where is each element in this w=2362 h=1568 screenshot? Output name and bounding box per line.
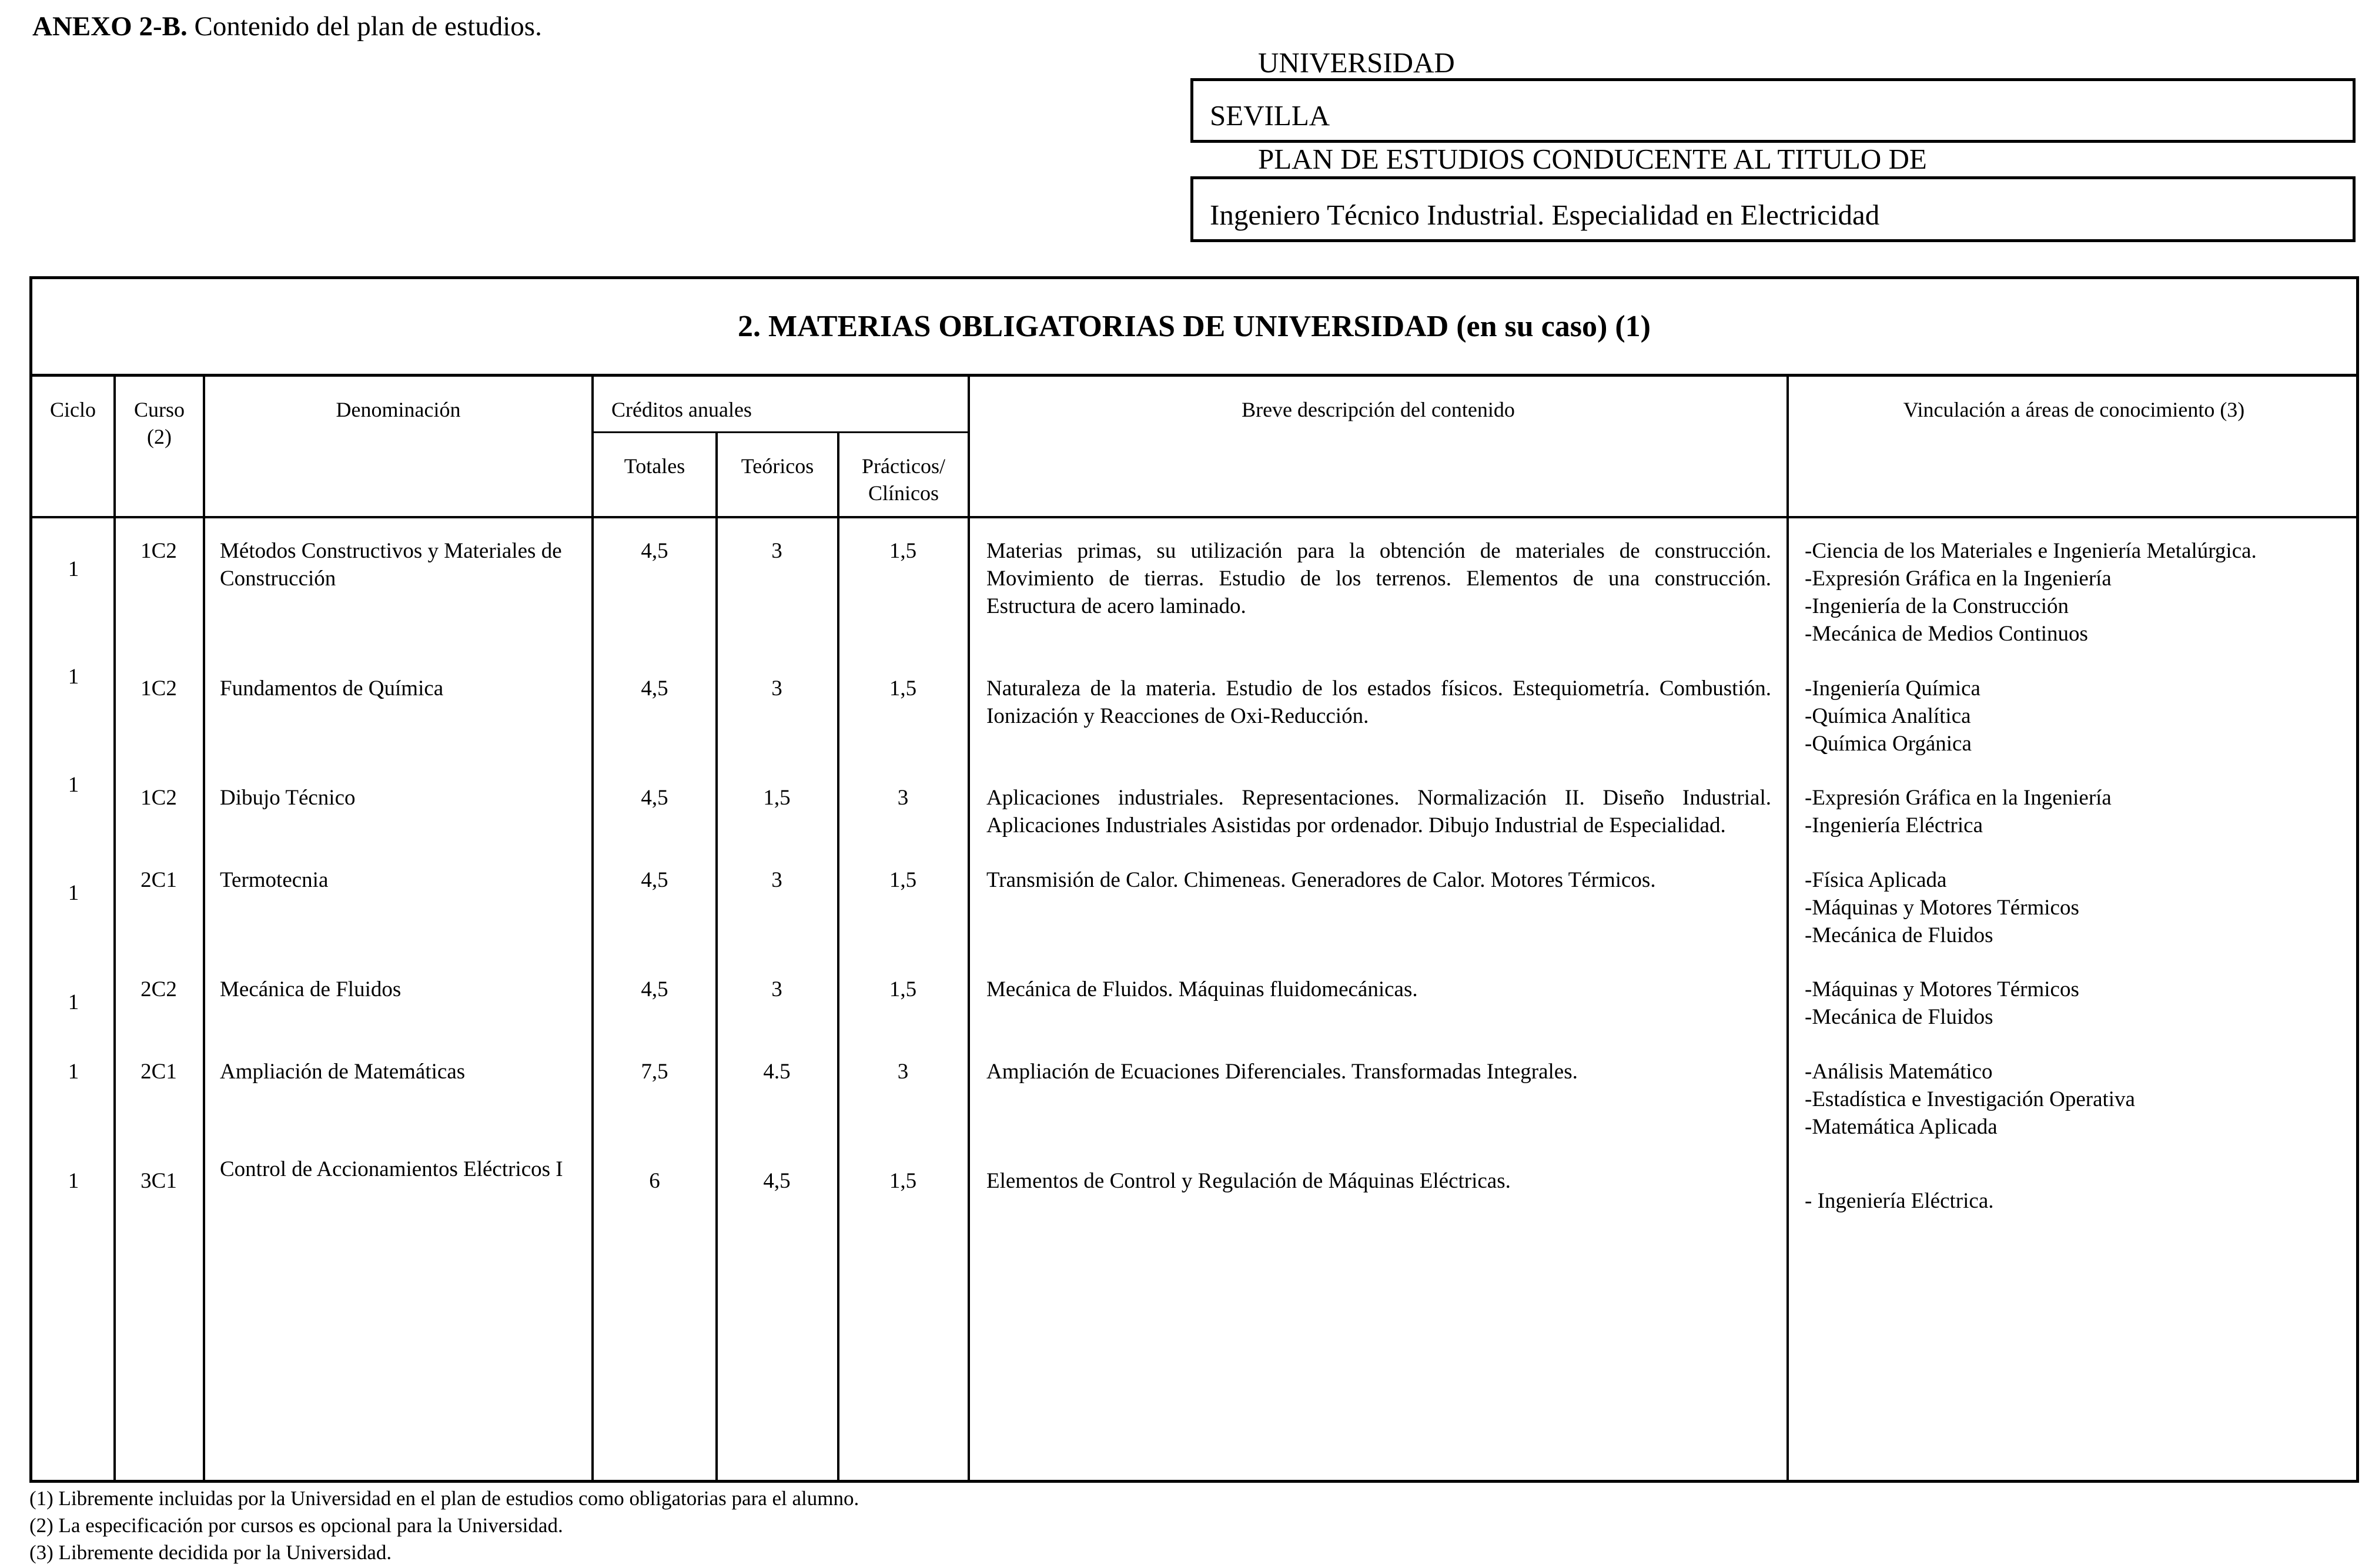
header-clinicos: Clínicos [868, 481, 939, 505]
header-curso-note: (2) [147, 425, 172, 448]
cell-vinculacion [1805, 866, 2351, 949]
cell-teoricos: 1,5 [763, 786, 791, 810]
footnote: (3) Libremente decidida por la Universidad. [29, 1541, 392, 1564]
area-line: -Ingeniería de la Construcción [1805, 594, 2069, 618]
area-line: -Ciencia de los Materiales e Ingeniería Metalúrgica. [1805, 539, 2257, 563]
cell-descripcion: Transmisión de Calor. Chimeneas. Generadores de Calor. Motores Térmicos. [986, 868, 1656, 892]
area-line: -Mecánica de Fluidos [1805, 1005, 1993, 1029]
cell-curso: 1C2 [140, 676, 177, 701]
header-vinculacion: Vinculación a áreas de conocimiento (3) [1903, 398, 2245, 421]
degree-title-value: Ingeniero Técnico Industrial. Especialidad en Electricidad [1210, 199, 1880, 231]
cell-denominacion: Termotecnia [220, 868, 329, 892]
cell-vinculacion [1805, 1187, 2351, 1215]
cell-denominacion: Métodos Constructivos y Materiales de Construcción [220, 539, 562, 591]
cell-denominacion: Fundamentos de Química [220, 676, 444, 701]
cell-curso: 2C1 [140, 868, 177, 892]
header-denominacion: Denominación [336, 398, 461, 421]
credits-subheader-divider [593, 431, 970, 433]
table-title: 2. MATERIAS OBLIGATORIAS DE UNIVERSIDAD (en su caso) (1) [738, 309, 1651, 343]
col-divider-descripcion [1786, 375, 1789, 1482]
cell-teoricos: 3 [771, 868, 782, 892]
area-line: -Química Analítica [1805, 704, 1971, 728]
cell-totales: 7,5 [641, 1060, 668, 1084]
area-line: -Análisis Matemático [1805, 1060, 1993, 1084]
cell-descripcion: Aplicaciones industriales. Representaciones. Normalización II. Diseño Industrial. Aplicaciones Industriales Asistidas por ordenador. Dibujo Industrial de Especialidad. [986, 786, 1771, 837]
cell-totales: 4,5 [641, 539, 668, 563]
university-value: SEVILLA [1210, 99, 1330, 132]
footnote: (1) Libremente incluidas por la Universidad en el plan de estudios como obligatorias para el alumno. [29, 1487, 859, 1510]
cell-vinculacion [1805, 1058, 2351, 1141]
area-line: - Ingeniería Eléctrica. [1805, 1189, 1994, 1213]
header-bottom-divider [29, 516, 2359, 518]
cell-practicos: 1,5 [889, 868, 917, 892]
cell-ciclo: 1 [68, 665, 79, 689]
cell-ciclo: 1 [68, 557, 79, 581]
cell-practicos: 1,5 [889, 539, 917, 563]
col-divider-totales [715, 433, 718, 1482]
cell-vinculacion [1805, 675, 2351, 758]
cell-denominacion: Mecánica de Fluidos [220, 977, 402, 1001]
cell-practicos: 3 [897, 786, 909, 810]
cell-descripcion: Ampliación de Ecuaciones Diferenciales. Transformadas Integrales. [986, 1060, 1578, 1084]
university-label: UNIVERSIDAD [1258, 46, 1455, 79]
cell-denominacion: Ampliación de Matemáticas [220, 1060, 466, 1084]
cell-curso: 3C1 [140, 1169, 177, 1193]
header-creditos: Créditos anuales [611, 398, 752, 421]
header-practicos: Prácticos/ [862, 454, 945, 478]
cell-practicos: 3 [897, 1060, 909, 1084]
cell-ciclo: 1 [68, 881, 79, 905]
header-curso: Curso [133, 398, 185, 421]
cell-descripcion: Mecánica de Fluidos. Máquinas fluidomecánicas. [986, 977, 1418, 1001]
cell-ciclo: 1 [68, 990, 79, 1014]
area-line: -Expresión Gráfica en la Ingeniería [1805, 567, 2112, 591]
col-divider-teoricos [837, 433, 839, 1482]
cell-ciclo: 1 [68, 1169, 79, 1193]
area-line: -Ingeniería Química [1805, 676, 1980, 701]
area-line: -Máquinas y Motores Térmicos [1805, 896, 2079, 920]
university-box [1190, 78, 2356, 143]
cell-totales: 6 [649, 1169, 660, 1193]
cell-totales: 4,5 [641, 977, 668, 1001]
cell-curso: 1C2 [140, 539, 177, 563]
area-line: -Mecánica de Fluidos [1805, 923, 1993, 947]
degree-title-box [1190, 176, 2356, 242]
area-line: -Ingeniería Eléctrica [1805, 813, 1983, 837]
area-line: -Matemática Aplicada [1805, 1115, 1998, 1139]
cell-vinculacion [1805, 976, 2351, 1031]
cell-descripcion: Elementos de Control y Regulación de Máquinas Eléctricas. [986, 1169, 1511, 1193]
col-divider-practicos [968, 375, 970, 1482]
plan-label: PLAN DE ESTUDIOS CONDUCENTE AL TITULO DE [1258, 143, 1927, 175]
cell-practicos: 1,5 [889, 676, 917, 701]
cell-teoricos: 3 [771, 977, 782, 1001]
cell-denominacion: Control de Accionamientos Eléctricos I [220, 1157, 563, 1181]
cell-ciclo: 1 [68, 1060, 79, 1084]
cell-teoricos: 3 [771, 539, 782, 563]
header-totales: Totales [624, 454, 685, 478]
area-line: -Física Aplicada [1805, 868, 1947, 892]
area-line: -Química Orgánica [1805, 732, 1972, 756]
footnote: (2) La especificación por cursos es opcional para la Universidad. [29, 1514, 563, 1537]
cell-descripcion: Naturaleza de la materia. Estudio de los estados físicos. Estequiometría. Combustión. Ionización y Reacciones de Oxi-Reducción. [986, 676, 1771, 728]
cell-teoricos: 4,5 [763, 1169, 791, 1193]
cell-vinculacion [1805, 784, 2351, 839]
annex-label: ANEXO 2-B. [32, 11, 188, 42]
cell-descripcion: Materias primas, su utilización para la obtención de materiales de construcción. Movimiento de tierras. Estudio de los terrenos. Elementos de una construcción. Estructura de acero laminado. [986, 539, 1771, 618]
cell-denominacion: Dibujo Técnico [220, 786, 356, 810]
cell-totales: 4,5 [641, 676, 668, 701]
header-descripcion: Breve descripción del contenido [1242, 398, 1515, 421]
cell-practicos: 1,5 [889, 1169, 917, 1193]
col-divider-curso [203, 375, 205, 1482]
cell-curso: 2C1 [140, 1060, 177, 1084]
cell-teoricos: 3 [771, 676, 782, 701]
annex-description: Contenido del plan de estudios. [187, 11, 542, 42]
header-teoricos: Teóricos [741, 454, 814, 478]
cell-curso: 1C2 [140, 786, 177, 810]
area-line: -Máquinas y Motores Térmicos [1805, 977, 2079, 1001]
cell-curso: 2C2 [140, 977, 177, 1001]
cell-teoricos: 4.5 [763, 1060, 791, 1084]
area-line: -Mecánica de Medios Continuos [1805, 622, 2088, 646]
cell-vinculacion [1805, 537, 2351, 648]
annex-heading [32, 11, 542, 42]
area-line: -Expresión Gráfica en la Ingeniería [1805, 786, 2112, 810]
cell-practicos: 1,5 [889, 977, 917, 1001]
header-ciclo: Ciclo [50, 398, 96, 421]
cell-totales: 4,5 [641, 786, 668, 810]
cell-totales: 4,5 [641, 868, 668, 892]
cell-ciclo: 1 [68, 773, 79, 797]
area-line: -Estadística e Investigación Operativa [1805, 1087, 2135, 1111]
title-divider [29, 374, 2359, 377]
